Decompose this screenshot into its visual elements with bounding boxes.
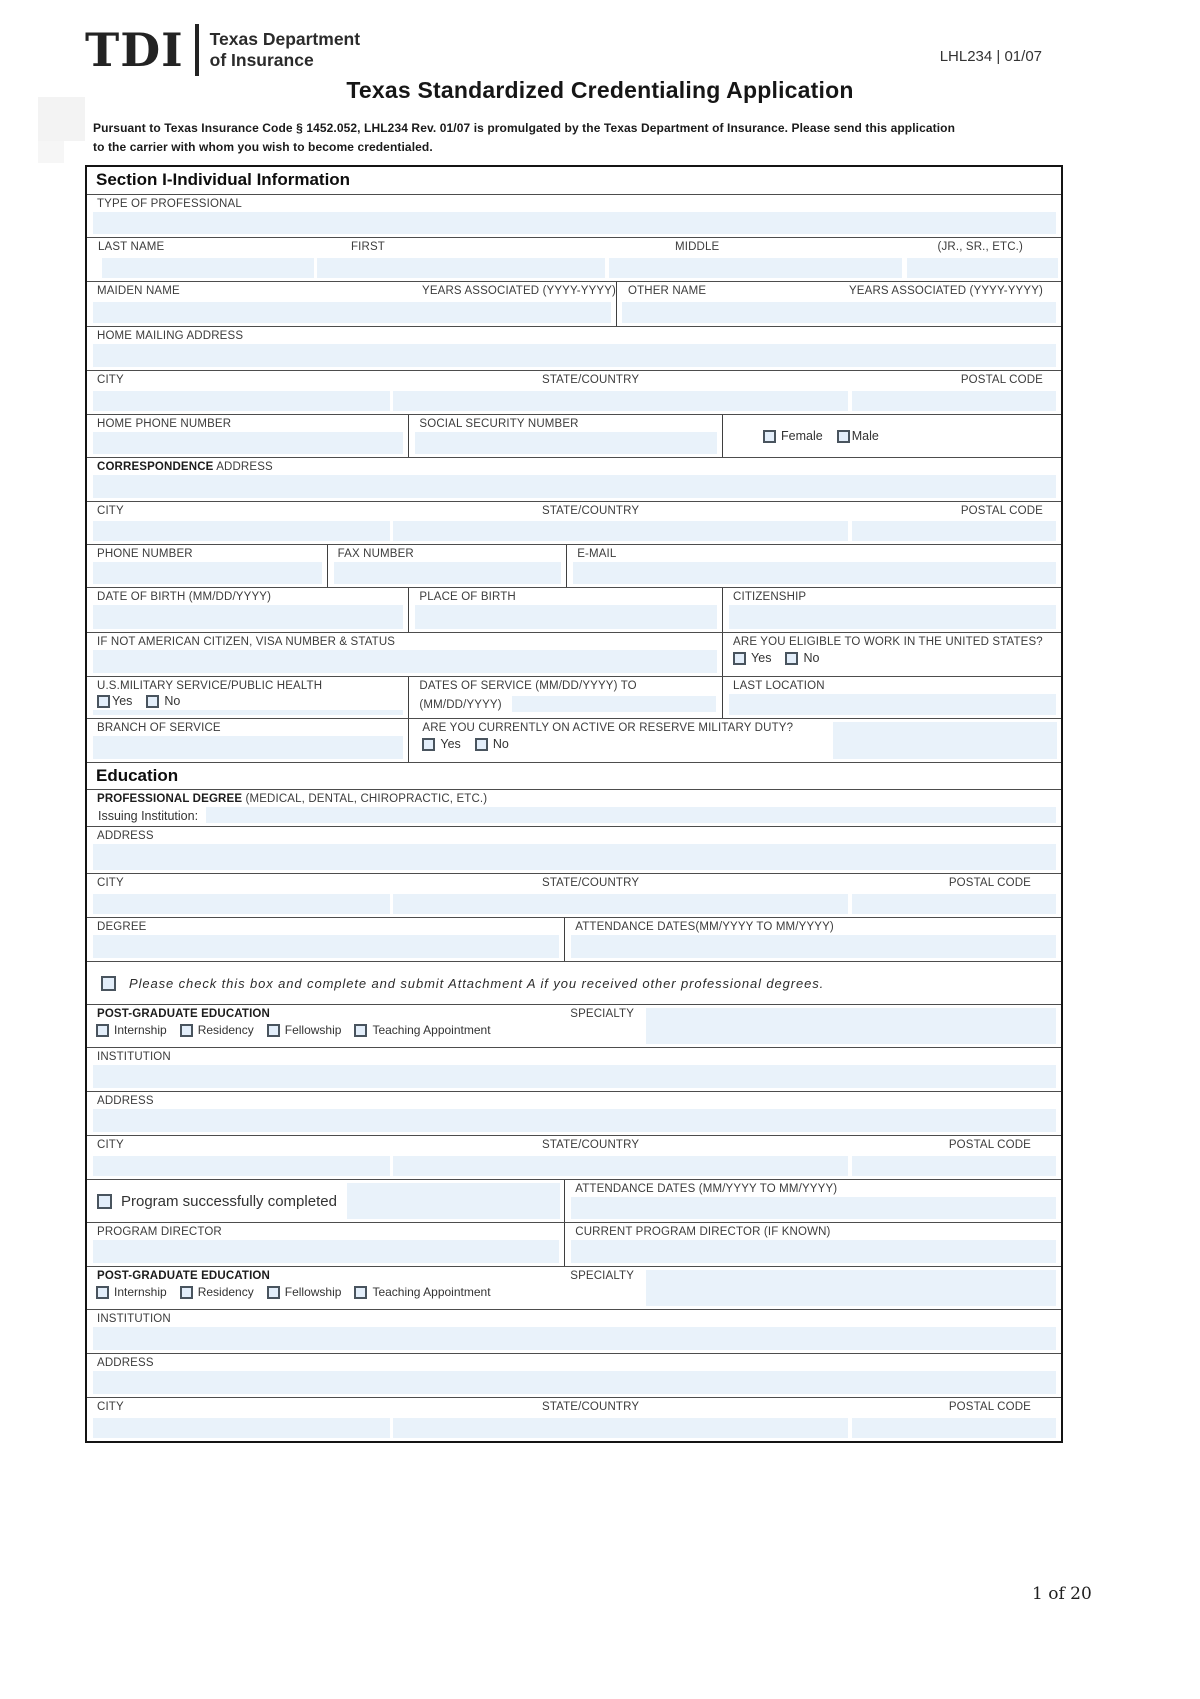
- citizenship-label: CITIZENSHIP: [733, 591, 807, 603]
- visa-eligibility-row: [87, 632, 1061, 676]
- address-label: ADDRESS: [97, 1095, 154, 1107]
- place-of-birth-cell: [408, 588, 722, 632]
- birth-row: [87, 587, 1061, 632]
- teaching-appointment-checkbox-2[interactable]: [354, 1286, 367, 1299]
- postal-code-label: POSTAL CODE: [948, 1139, 1031, 1151]
- phone-field[interactable]: [93, 562, 322, 584]
- teaching-appointment-label: Teaching Appointment: [372, 1285, 491, 1299]
- correspondence-address-field[interactable]: [93, 475, 1056, 498]
- page-number: 1 of 20: [1032, 1584, 1092, 1604]
- pg2-city-field[interactable]: [93, 1418, 390, 1438]
- pg1-city-field[interactable]: [93, 1156, 390, 1176]
- correspondence-word: CORRESPONDENCE: [97, 461, 214, 473]
- address-label: ADDRESS: [97, 1357, 154, 1369]
- pg1-address-row: [87, 1091, 1061, 1135]
- fax-cell: [327, 545, 567, 587]
- postal-code-label: POSTAL CODE: [948, 1401, 1031, 1413]
- header: [0, 0, 1200, 76]
- residency-label: Residency: [197, 1285, 254, 1299]
- residency-checkbox[interactable]: [180, 1024, 193, 1037]
- city-label: CITY: [97, 877, 124, 889]
- internship-label: Internship: [114, 1285, 167, 1299]
- fellowship-label: Fellowship: [284, 1285, 342, 1299]
- internship-checkbox-2[interactable]: [96, 1286, 109, 1299]
- issuing-institution-field[interactable]: [206, 807, 1056, 823]
- program-director-label: PROGRAM DIRECTOR: [97, 1226, 222, 1238]
- internship-label: Internship: [114, 1023, 167, 1037]
- city-label: CITY: [97, 374, 124, 386]
- military-label: U.S.MILITARY SERVICE/PUBLIC HEALTH: [97, 680, 323, 692]
- degree-cell: [87, 918, 564, 961]
- years-associated-label: YEARS ASSOCIATED (YYYY-YYYY): [422, 285, 617, 297]
- state-country-label: STATE/COUNTRY: [542, 505, 640, 517]
- active-duty-no-checkbox[interactable]: [475, 738, 488, 751]
- home-mailing-address-label: HOME MAILING ADDRESS: [97, 330, 244, 342]
- visa-field[interactable]: [93, 650, 717, 673]
- correspondence-address-row: [87, 457, 1061, 501]
- suffix-label: (JR., SR., ETC.): [937, 241, 1023, 253]
- edu-postal-code-field[interactable]: [852, 894, 1056, 914]
- pg1-city-row: [87, 1135, 1061, 1179]
- dates-of-service-field[interactable]: [512, 696, 716, 712]
- degree-field[interactable]: [93, 935, 559, 958]
- fellowship-label: Fellowship: [284, 1023, 342, 1037]
- program-completed-row: [87, 1179, 1061, 1222]
- branch-label: BRANCH OF SERVICE: [97, 722, 221, 734]
- attendance-dates-field[interactable]: [571, 935, 1056, 958]
- issuing-institution-label: Issuing Institution:: [98, 808, 199, 823]
- internship-checkbox[interactable]: [96, 1024, 109, 1037]
- professional-degree-suffix: (MEDICAL, DENTAL, CHIROPRACTIC, ETC.): [245, 793, 488, 805]
- pg2-institution-field[interactable]: [93, 1327, 1056, 1350]
- professional-degree-label: [87, 790, 1061, 805]
- current-program-director-field[interactable]: [571, 1240, 1056, 1263]
- place-of-birth-field[interactable]: [415, 605, 717, 629]
- scan-artifact: [38, 97, 85, 141]
- tdi-logo: [85, 24, 360, 76]
- professional-degree-word: PROFESSIONAL DEGREE: [97, 793, 243, 805]
- intro-text: Pursuant to Texas Insurance Code § 1452.052, LHL234 Rev. 01/07 is promulgated by the Texas Department of Insurance. Please send this application to the carrier with whom you wish to become credentialed.: [93, 121, 956, 154]
- pg2-address-field[interactable]: [93, 1371, 1056, 1394]
- home-mailing-address-row: [87, 326, 1061, 370]
- yes-label: Yes: [112, 694, 133, 708]
- active-duty-label: ARE YOU CURRENTLY ON ACTIVE OR RESERVE MILITARY DUTY?: [422, 722, 794, 734]
- post-grad-label: POST-GRADUATE EDUCATION: [97, 1270, 270, 1282]
- pg2-state-country-field[interactable]: [393, 1418, 848, 1438]
- city-label: CITY: [97, 1139, 124, 1151]
- branch-cell: [87, 719, 408, 762]
- program-director-row: [87, 1222, 1061, 1266]
- edu-city-row: [87, 873, 1061, 917]
- pg1-address-field[interactable]: [93, 1109, 1056, 1132]
- city-label: CITY: [97, 1401, 124, 1413]
- pg1-institution-field[interactable]: [93, 1065, 1056, 1088]
- dates-of-service-cell: [408, 677, 722, 718]
- specialty-field-2[interactable]: [646, 1270, 1056, 1306]
- type-of-professional-field[interactable]: [93, 212, 1056, 234]
- credentialing-form: [85, 165, 1063, 1443]
- eligible-no-checkbox[interactable]: [785, 652, 798, 665]
- email-label: E-MAIL: [577, 548, 617, 560]
- corr-city-row: [87, 501, 1061, 544]
- female-label: Female: [781, 429, 823, 443]
- dob-label: DATE OF BIRTH (MM/DD/YYYY): [97, 591, 272, 603]
- corr-state-country-field[interactable]: [393, 521, 848, 541]
- cell-divider: [616, 282, 617, 326]
- military-service-field[interactable]: [93, 710, 403, 715]
- program-completed-cell: [87, 1180, 564, 1222]
- first-name-field[interactable]: [317, 258, 605, 278]
- current-program-director-label: CURRENT PROGRAM DIRECTOR (IF KNOWN): [575, 1226, 831, 1238]
- military-cell: [87, 677, 408, 718]
- logo-name-line2: of Insurance: [209, 50, 314, 70]
- pg1-postal-code-field[interactable]: [852, 1156, 1056, 1176]
- middle-name-label: MIDDLE: [675, 241, 720, 253]
- active-duty-cell: [408, 719, 1061, 762]
- suffix-field[interactable]: [907, 258, 1058, 278]
- attachment-note-row: [87, 961, 1061, 1004]
- home-postal-code-field[interactable]: [852, 391, 1056, 411]
- attendance-dates-label: ATTENDANCE DATES (MM/YYYY TO MM/YYYY): [575, 1183, 838, 1195]
- dates-of-service-label-1: DATES OF SERVICE (MM/DD/YYYY) TO: [419, 680, 637, 692]
- dates-of-service-label-2: (MM/DD/YYYY): [419, 699, 502, 711]
- home-phone-label: HOME PHONE NUMBER: [97, 418, 232, 430]
- education-title: Education: [96, 766, 179, 785]
- current-program-director-cell: [564, 1223, 1061, 1266]
- logo-name-line1: Texas Department: [209, 29, 361, 50]
- pg1-state-country-field[interactable]: [393, 1156, 848, 1176]
- tdi-logo-name: [210, 29, 360, 70]
- citizenship-cell: [722, 588, 1061, 632]
- program-completed-checkbox[interactable]: [97, 1194, 112, 1209]
- middle-name-field[interactable]: [609, 258, 902, 278]
- correspondence-address-label: [87, 458, 1061, 473]
- attendance-dates-label: ATTENDANCE DATES(MM/YYYY TO MM/YYYY): [575, 921, 834, 933]
- attachment-note-text: Please check this box and complete and submit Attachment A if you received other professional degrees.: [129, 975, 825, 991]
- fax-label: FAX NUMBER: [337, 548, 414, 560]
- attendance-dates-cell: [564, 918, 1061, 961]
- postal-code-label: POSTAL CODE: [960, 374, 1043, 386]
- state-country-label: STATE/COUNTRY: [542, 374, 640, 386]
- first-name-label: FIRST: [351, 241, 385, 253]
- section1-header-row: [87, 167, 1061, 194]
- place-of-birth-label: PLACE OF BIRTH: [419, 591, 516, 603]
- last-location-label: LAST LOCATION: [733, 680, 825, 692]
- page-title: Texas Standardized Credentialing Application: [346, 77, 854, 103]
- ssn-label: SOCIAL SECURITY NUMBER: [419, 418, 579, 430]
- corr-city-field[interactable]: [93, 521, 390, 541]
- last-name-label: LAST NAME: [98, 241, 165, 253]
- maiden-other-name-row: [87, 281, 1061, 326]
- military-service-row: [87, 676, 1061, 718]
- teaching-appointment-checkbox[interactable]: [354, 1024, 367, 1037]
- ssn-cell: [408, 415, 722, 457]
- specialty-field[interactable]: [646, 1008, 1056, 1044]
- pg1-institution-row: [87, 1047, 1061, 1091]
- post-grad-label: POST-GRADUATE EDUCATION: [97, 1008, 270, 1020]
- no-label: No: [492, 737, 509, 751]
- address-word: ADDRESS: [216, 461, 273, 473]
- postal-code-label: POSTAL CODE: [960, 505, 1043, 517]
- phone-ssn-sex-row: [87, 414, 1061, 457]
- eligible-cell: [722, 633, 1061, 676]
- visa-label: IF NOT AMERICAN CITIZEN, VISA NUMBER & STATUS: [97, 636, 396, 648]
- pg2-address-row: [87, 1353, 1061, 1397]
- male-label: Male: [851, 429, 879, 443]
- military-yes-checkbox[interactable]: [97, 695, 110, 708]
- program-completed-field[interactable]: [347, 1183, 560, 1219]
- last-location-field[interactable]: [729, 694, 1056, 715]
- dob-cell: [87, 588, 408, 632]
- logo-divider: [195, 24, 199, 76]
- citizenship-field[interactable]: [729, 605, 1056, 629]
- state-country-label: STATE/COUNTRY: [542, 1401, 640, 1413]
- address-label: ADDRESS: [97, 830, 154, 842]
- type-of-professional-row: [87, 194, 1061, 237]
- fellowship-checkbox-2[interactable]: [267, 1286, 280, 1299]
- professional-degree-row: [87, 789, 1061, 826]
- other-name-field[interactable]: [622, 302, 1056, 323]
- yes-label: Yes: [751, 651, 772, 665]
- email-field[interactable]: [573, 562, 1056, 584]
- other-name-label: OTHER NAME: [628, 285, 707, 297]
- specialty-label: SPECIALTY: [570, 1270, 635, 1282]
- male-checkbox[interactable]: [837, 430, 850, 443]
- corr-postal-code-field[interactable]: [852, 521, 1056, 541]
- female-checkbox[interactable]: [763, 430, 776, 443]
- scan-artifact: [38, 141, 64, 163]
- active-duty-yes-checkbox[interactable]: [422, 738, 435, 751]
- section1-title: Section I-Individual Information: [96, 170, 351, 189]
- years-associated-label: YEARS ASSOCIATED (YYYY-YYYY): [848, 285, 1043, 297]
- maiden-name-label: MAIDEN NAME: [97, 285, 180, 297]
- degree-row: [87, 917, 1061, 961]
- pg1-attendance-cell: [564, 1180, 1061, 1222]
- visa-cell: [87, 633, 722, 676]
- ssn-field[interactable]: [415, 432, 717, 454]
- specialty-cell-2: [564, 1267, 1061, 1309]
- fax-field[interactable]: [334, 562, 562, 584]
- residency-checkbox-2[interactable]: [180, 1286, 193, 1299]
- branch-of-service-field[interactable]: [93, 736, 403, 759]
- email-cell: [566, 545, 1061, 587]
- program-director-cell: [87, 1223, 564, 1266]
- edu-address-row: [87, 826, 1061, 873]
- eligible-yes-checkbox[interactable]: [733, 652, 746, 665]
- home-city-field[interactable]: [93, 391, 390, 411]
- home-mailing-address-field[interactable]: [93, 344, 1056, 367]
- edu-address-field[interactable]: [93, 844, 1056, 870]
- home-city-row: [87, 370, 1061, 414]
- city-label: CITY: [97, 505, 124, 517]
- active-duty-field[interactable]: [833, 722, 1057, 759]
- last-location-cell: [722, 677, 1061, 718]
- post-grad-row-2: [87, 1266, 1061, 1309]
- institution-label: INSTITUTION: [97, 1313, 171, 1325]
- pg1-attendance-dates-field[interactable]: [571, 1197, 1056, 1219]
- fellowship-checkbox[interactable]: [267, 1024, 280, 1037]
- phone-cell: [87, 545, 327, 587]
- state-country-label: STATE/COUNTRY: [542, 877, 640, 889]
- teaching-appointment-label: Teaching Appointment: [372, 1023, 491, 1037]
- pg2-institution-row: [87, 1309, 1061, 1353]
- institution-label: INSTITUTION: [97, 1051, 171, 1063]
- degree-label: DEGREE: [97, 921, 147, 933]
- home-phone-field[interactable]: [93, 432, 403, 454]
- pg2-postal-code-field[interactable]: [852, 1418, 1056, 1438]
- home-phone-cell: [87, 415, 408, 457]
- type-of-professional-label: TYPE OF PROFESSIONAL: [97, 198, 242, 210]
- maiden-name-field[interactable]: [93, 302, 611, 323]
- last-name-field[interactable]: [102, 258, 314, 278]
- edu-city-field[interactable]: [93, 894, 390, 914]
- phone-label: PHONE NUMBER: [97, 548, 193, 560]
- program-director-field[interactable]: [93, 1240, 559, 1263]
- eligible-work-label: ARE YOU ELIGIBLE TO WORK IN THE UNITED STATES?: [733, 636, 1043, 648]
- state-country-label: STATE/COUNTRY: [542, 1139, 640, 1151]
- no-label: No: [164, 694, 181, 708]
- military-no-checkbox[interactable]: [146, 695, 159, 708]
- home-state-country-field[interactable]: [393, 391, 848, 411]
- specialty-cell-1: [564, 1005, 1061, 1047]
- other-degrees-checkbox[interactable]: [101, 976, 116, 991]
- pg2-city-row: [87, 1397, 1061, 1441]
- dob-field[interactable]: [93, 605, 403, 629]
- post-grad-cell-1: [87, 1005, 564, 1047]
- post-grad-cell-2: [87, 1267, 564, 1309]
- branch-active-duty-row: [87, 718, 1061, 762]
- postal-code-label: POSTAL CODE: [948, 877, 1031, 889]
- residency-label: Residency: [197, 1023, 254, 1037]
- edu-state-country-field[interactable]: [393, 894, 848, 914]
- tdi-logo-acronym: TDI: [85, 23, 184, 77]
- sex-cell: [722, 415, 1061, 457]
- name-row: [87, 237, 1061, 281]
- post-grad-row-1: [87, 1004, 1061, 1047]
- phone-fax-email-row: [87, 544, 1061, 587]
- education-header-row: [87, 762, 1061, 789]
- yes-label: Yes: [440, 737, 461, 751]
- specialty-label: SPECIALTY: [570, 1008, 635, 1020]
- program-completed-label: Program successfully completed: [121, 1192, 337, 1210]
- no-label: No: [803, 651, 820, 665]
- document-code: LHL234 | 01/07: [939, 48, 1042, 65]
